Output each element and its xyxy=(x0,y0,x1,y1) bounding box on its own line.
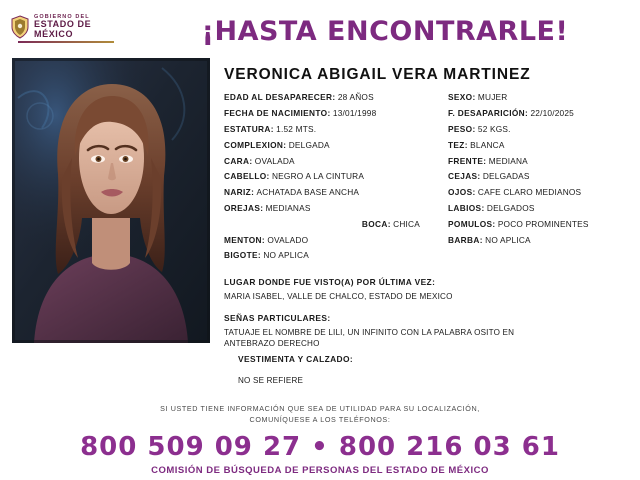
footer-note-line-1: SI USTED TIENE INFORMACIÓN QUE SEA DE UTILIDAD PARA SU LOCALIZACIÓN, xyxy=(160,404,480,414)
field-bigote-value: NO APLICA xyxy=(263,250,309,261)
field-complexion xyxy=(224,141,442,150)
field-complexion-label: COMPLEXION: xyxy=(224,139,287,150)
logo-mark xyxy=(10,15,122,40)
field-tez-label: TEZ: xyxy=(448,139,468,150)
shield-crest-icon xyxy=(10,15,30,39)
field-sexo-label: SEXO: xyxy=(448,92,476,102)
field-boca-label: BOCA: xyxy=(361,218,391,229)
last-seen-text: MARIA ISABEL, VALLE DE CHALCO, ESTADO DE MEXICO xyxy=(224,292,453,302)
contact-phone-numbers[interactable]: 800 509 09 27 • 800 216 03 61 xyxy=(80,432,560,462)
field-boca xyxy=(362,220,420,229)
field-cara xyxy=(224,157,442,166)
field-bigote-label: BIGOTE: xyxy=(224,250,262,261)
field-menton xyxy=(224,236,442,245)
logo-text xyxy=(34,15,122,40)
footer-note-line-2: COMUNÍQUESE A LOS TELÉFONOS: xyxy=(249,415,391,425)
field-peso-label: PESO: xyxy=(448,123,476,134)
field-edad-value: 28 AÑOS xyxy=(337,92,374,102)
field-estatura xyxy=(224,125,442,134)
field-barba-value: NO APLICA xyxy=(485,235,531,246)
field-nariz xyxy=(224,188,442,197)
field-fecha-desaparicion-label: F. DESAPARICIÓN: xyxy=(448,107,529,118)
field-estatura-label: ESTATURA: xyxy=(224,123,274,134)
clothing-block xyxy=(224,354,640,387)
field-estatura-value: 1.52 MTS. xyxy=(276,123,317,134)
poster-body xyxy=(0,58,640,350)
page-title: ¡HASTA ENCONTRARLE! xyxy=(201,16,569,47)
field-ojos xyxy=(448,188,632,197)
field-tez xyxy=(448,141,632,150)
field-cara-label: CARA: xyxy=(224,155,253,166)
field-fecha-desaparicion-value: 22/10/2025 xyxy=(530,107,574,118)
field-boca-value: CHICA xyxy=(393,218,420,229)
logo-line-estado: ESTADO DE MÉXICO xyxy=(34,19,92,39)
field-cejas-label: CEJAS: xyxy=(448,171,481,182)
field-pomulos xyxy=(448,220,632,229)
last-seen-block xyxy=(224,277,632,303)
field-orejas xyxy=(224,204,442,213)
field-menton-label: MENTON: xyxy=(224,234,266,245)
marks-text: TATUAJE EL NOMBRE DE LILI, UN INFINITO CON LA PALABRA OSITO EN ANTEBRAZO DERECHO xyxy=(224,328,515,349)
poster-header xyxy=(0,0,640,58)
field-frente-label: FRENTE: xyxy=(448,155,487,166)
commission-name: COMISIÓN DE BÚSQUEDA DE PERSONAS DEL ESTADO DE MÉXICO xyxy=(151,465,489,476)
field-frente xyxy=(448,157,632,166)
field-edad-label: EDAD AL DESAPARECER: xyxy=(224,92,336,102)
field-fecha-nacimiento-label: FECHA DE NACIMIENTO: xyxy=(224,107,331,118)
field-boca-row xyxy=(224,220,442,229)
marks-block xyxy=(224,313,632,350)
attributes-columns xyxy=(224,93,632,267)
missing-person-photo xyxy=(12,58,210,343)
person-name: VERONICA ABIGAIL VERA MARTINEZ xyxy=(224,66,531,83)
field-ojos-value: CAFE CLARO MEDIANOS xyxy=(477,187,582,198)
field-orejas-label: OREJAS: xyxy=(224,203,264,214)
field-cara-value: OVALADA xyxy=(254,155,295,166)
field-complexion-value: DELGADA xyxy=(288,139,330,150)
field-ojos-label: OJOS: xyxy=(448,187,476,198)
field-fecha-nacimiento-value: 13/01/1998 xyxy=(332,107,377,118)
field-labios-label: LABIOS: xyxy=(448,203,485,214)
field-nariz-value: ACHATADA BASE ANCHA xyxy=(256,187,360,198)
field-pomulos-value: POCO PROMINENTES xyxy=(497,219,589,230)
field-labios xyxy=(448,204,632,213)
last-seen-title: LUGAR DONDE FUE VISTO(A) POR ÚLTIMA VEZ: xyxy=(224,277,436,288)
person-details xyxy=(210,58,632,350)
field-cejas xyxy=(448,172,632,181)
logo-line-gobierno: GOBIERNO DEL xyxy=(34,13,90,20)
field-cabello-label: CABELLO: xyxy=(224,171,270,182)
field-pomulos-label: POMULOS: xyxy=(448,219,496,230)
field-labios-value: DELGADOS xyxy=(486,203,535,214)
marks-title: SEÑAS PARTICULARES: xyxy=(224,313,331,324)
field-orejas-value: MEDIANAS xyxy=(265,203,311,214)
field-cabello-value: NEGRO A LA CINTURA xyxy=(271,171,365,182)
attributes-left-column xyxy=(224,93,442,267)
field-cejas-value: DELGADAS xyxy=(482,171,530,182)
field-frente-value: MEDIANA xyxy=(488,155,528,166)
government-logo xyxy=(10,8,122,50)
field-bigote xyxy=(224,251,442,260)
field-fecha-desaparicion xyxy=(448,109,632,118)
field-barba xyxy=(448,236,632,245)
field-menton-value: OVALADO xyxy=(267,234,309,245)
attributes-right-column xyxy=(442,93,632,267)
photo-container xyxy=(12,58,210,343)
field-tez-value: BLANCA xyxy=(470,139,505,150)
field-nariz-label: NARIZ: xyxy=(224,187,255,198)
field-peso-value: 52 KGS. xyxy=(477,123,511,134)
field-fecha-nacimiento xyxy=(224,109,442,118)
field-sexo xyxy=(448,93,632,102)
poster-footer xyxy=(0,404,640,476)
field-peso xyxy=(448,125,632,134)
field-edad xyxy=(224,93,442,102)
field-cabello xyxy=(224,172,442,181)
field-barba-label: BARBA: xyxy=(448,235,483,246)
clothing-text: NO SE REFIERE xyxy=(238,376,304,386)
logo-divider xyxy=(18,41,114,43)
field-sexo-value: MUJER xyxy=(477,92,508,102)
clothing-title: VESTIMENTA Y CALZADO: xyxy=(238,354,354,365)
